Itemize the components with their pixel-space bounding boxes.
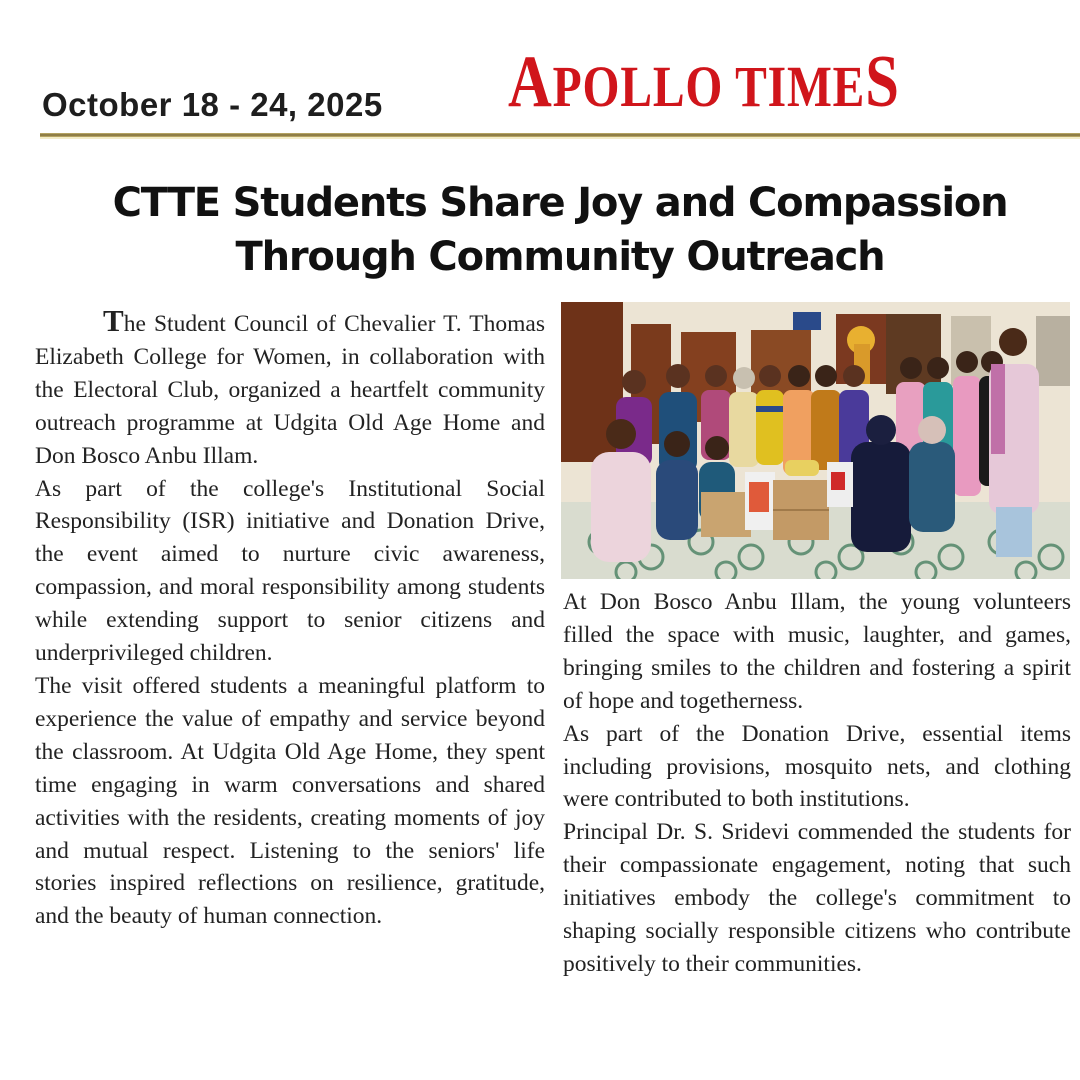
article-paragraph: As part of the Donation Drive, essential items including provisions, mosquito nets, and clothing were contributed to both institutions.: [563, 720, 1071, 813]
issue-date: October 18 - 24, 2025: [42, 86, 383, 123]
article-headline: [40, 176, 1080, 284]
masthead-text: POLLO: [552, 54, 736, 119]
headline-line-2: Through Community Outreach: [235, 234, 885, 280]
drop-cap: T: [103, 303, 124, 338]
masthead-letter: S: [865, 41, 900, 123]
paragraph-text: he Student Council of Chevalier T. Thomas Elizabeth College for Women, in collaboration with the Electoral Club, organized a heartfelt community outreach programme at Udgita Old Age Home and Don Bosco Anbu Illam.: [35, 311, 545, 469]
masthead-logo: [508, 34, 900, 135]
headline-line-1: CTTE Students Share Joy and Compassion: [112, 180, 1008, 226]
group-photo-illustration: [561, 302, 1070, 579]
article-paragraph: Principal Dr. S. Sridevi commended the students for their compassionate engagement, noting that such initiatives embody the college's commitment to shaping socially responsible citizens who contribute positively to their communities.: [563, 819, 1071, 977]
masthead-letter: T: [735, 54, 768, 119]
masthead-letter: A: [508, 41, 553, 123]
article-paragraph: At Don Bosco Anbu Illam, the young volunteers filled the space with music, laughter, and games, bringing smiles to the children and fostering a spirit of hope and togetherness.: [563, 589, 1071, 714]
article-column-left: [35, 305, 545, 933]
article-paragraph: [35, 305, 545, 473]
article-photo: [561, 302, 1070, 579]
article-column-right: [563, 586, 1071, 981]
article-paragraph: As part of the college's Institutional Social Responsibility (ISR) initiative and Donation Drive, the event aimed to nurture civic awareness, compassion, and moral responsibility among students while extending support to senior citizens and underprivileged children.: [35, 475, 545, 667]
masthead-text: IME: [767, 54, 866, 119]
article-paragraph: The visit offered students a meaningful platform to experience the value of empathy and service beyond the classroom. At Udgita Old Age Home, they spent time engaging in warm conversations and shared activities with the residents, creating moments of joy and mutual respect. Listening to the seniors' life stories inspired reflections on resilience, gratitude, and the beauty of human connection.: [35, 672, 545, 930]
header-rule-shadow: [40, 137, 1080, 139]
